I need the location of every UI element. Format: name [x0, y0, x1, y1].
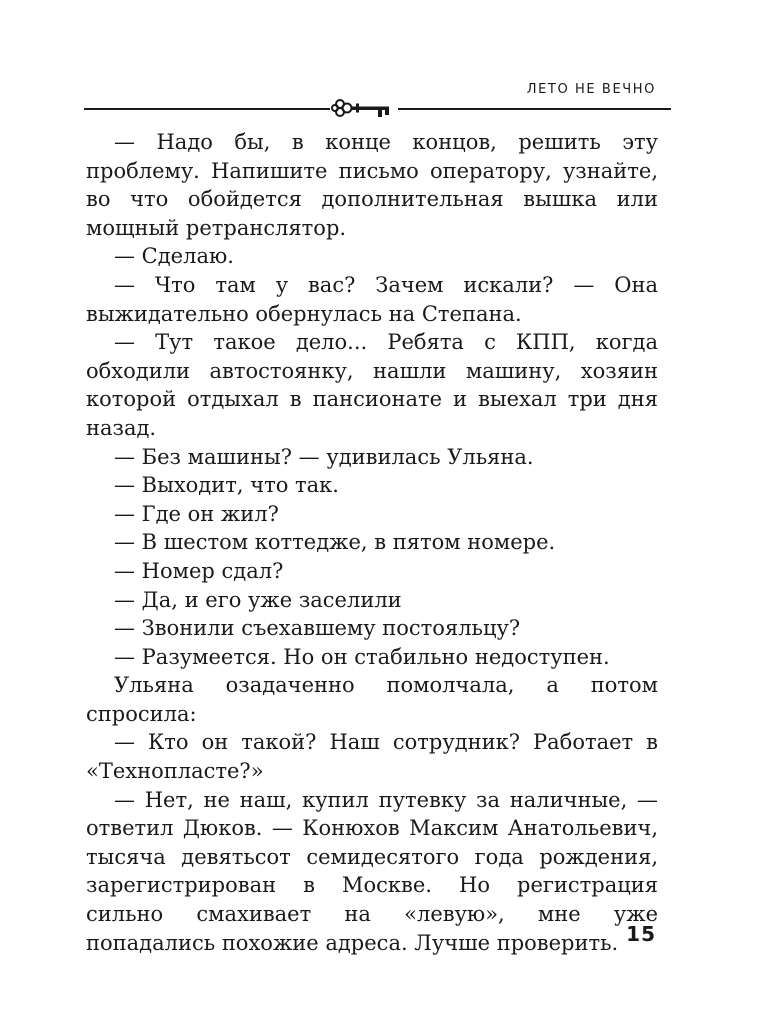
header-rule-left [84, 108, 330, 110]
paragraph: — Номер сдал? [114, 558, 284, 583]
paragraph: — Разумеется. Но он стабильно недоступен. [114, 644, 610, 669]
body-text [86, 128, 658, 957]
paragraph: — Кто он такой? Наш сотрудник? Работает в «Технопласте?» [86, 730, 658, 784]
paragraph: — Где он жил? [114, 501, 279, 526]
paragraph: — Звонили съехавшему постояльцу? [114, 616, 521, 641]
key-icon [330, 96, 398, 120]
paragraph: — Без машины? — удивилась Ульяна. [114, 444, 534, 469]
paragraph: Ульяна озадаченно помолчала, а потом спросила: [86, 673, 658, 726]
paragraph: — Нет, не наш, купил путевку за наличные, — ответил Дюков. — Конюхов Максим Анатольевич, тысяча девятьсот семидесятого года рождения, зарегистрирован в Москве. Но регистрация сильно смахивает на «левую», мне уже попадались похожие адреса. Лучше проверить. [86, 787, 658, 955]
paragraph: — Сделаю. [114, 244, 234, 269]
paragraph: — Да, и его уже заселили [114, 587, 402, 612]
page-number: 15 [626, 922, 656, 946]
paragraph: — Что там у вас? Зачем искали? — Она выжидательно обернулась на Степана. [86, 272, 658, 326]
header-rule-right [398, 108, 671, 110]
paragraph: — Тут такое дело... Ребята с КПП, когда обходили автостоянку, нашли машину, хозяин которой отдыхал в пансионате и выехал три дня назад. [86, 330, 658, 440]
running-header: ЛЕТО НЕ ВЕЧНО [526, 82, 656, 97]
paragraph: — Надо бы, в конце концов, решить эту проблему. Напишите письмо оператору, узнайте, во что обойдется дополнительная вышка или мощный ретранслятор. [86, 130, 658, 240]
paragraph: — Выходит, что так. [114, 473, 339, 498]
paragraph: — В шестом коттедже, в пятом номере. [114, 530, 556, 555]
